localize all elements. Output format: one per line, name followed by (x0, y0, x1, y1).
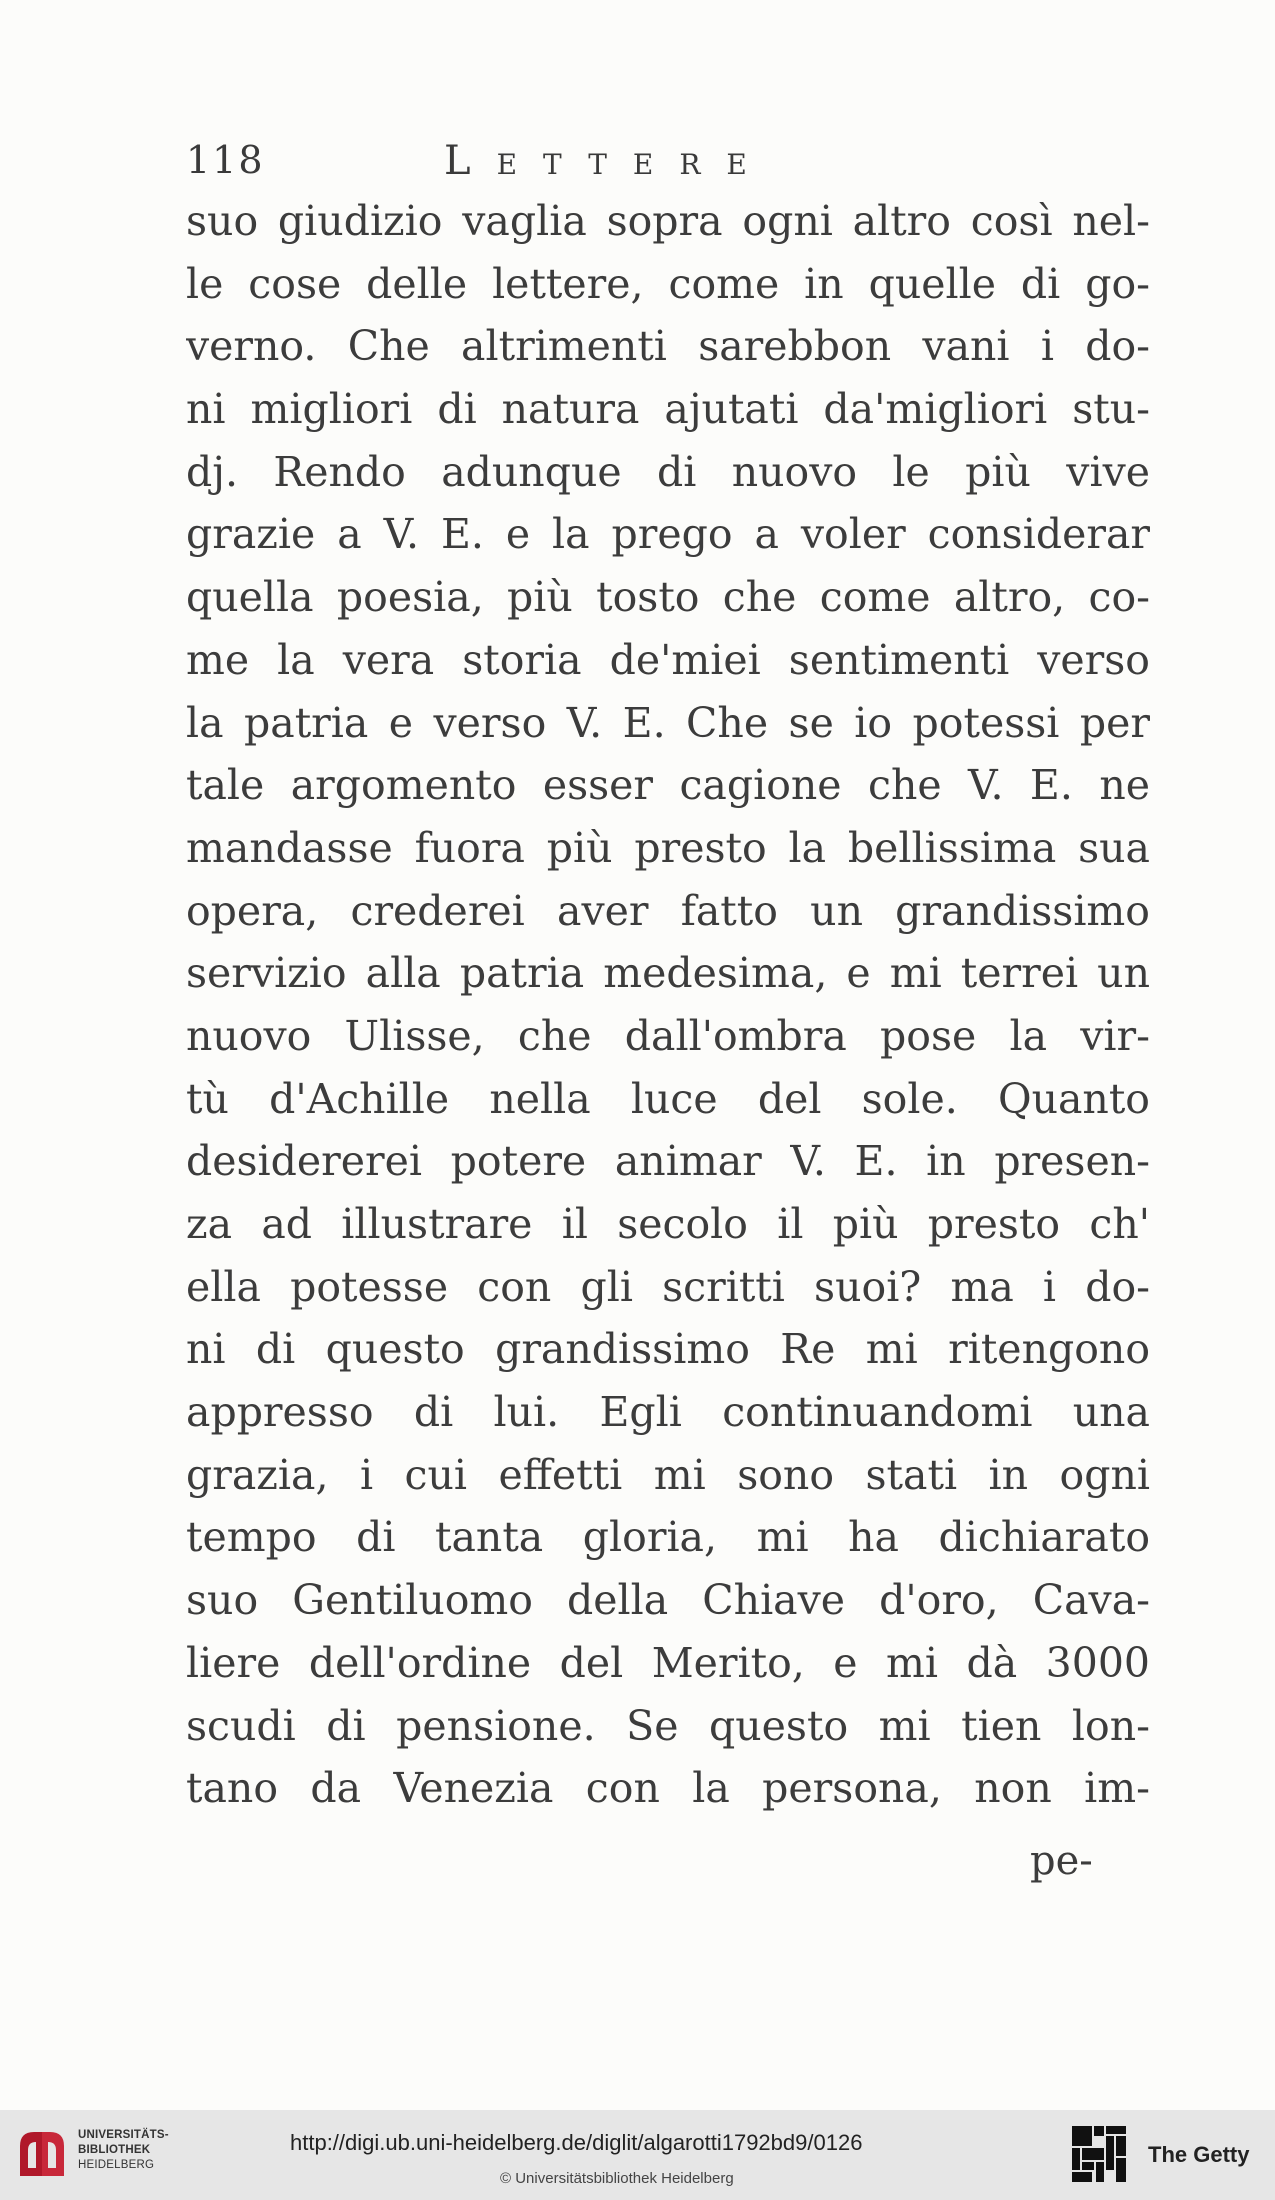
text-line: ella potesse con gli scritti suoi? ma i do- (186, 1262, 1150, 1311)
page-header (186, 138, 1136, 188)
getty-label[interactable]: The Getty (1148, 2142, 1250, 2167)
library-name (78, 2128, 169, 2173)
text-line: liere dell'ordine del Merito, e mi dà 3000 (186, 1638, 1150, 1687)
library-name-line: BIBLIOTHEK (78, 2144, 151, 2156)
running-title: Lettere (444, 138, 773, 184)
text-line: suo Gentiluomo della Chiave d'oro, Cava- (186, 1576, 1150, 1625)
text-line: quella poesia, più tosto che come altro, co- (186, 573, 1150, 622)
text-line: dj. Rendo adunque di nuovo le più vive (186, 447, 1150, 496)
text-line: tempo di tanta gloria, mi ha dichiarato (186, 1513, 1150, 1562)
text-line: la patria e verso V. E. Che se io potessi per (186, 698, 1150, 747)
text-line: ni migliori di natura ajutati da'migliori stu- (186, 385, 1150, 434)
body-text (186, 190, 1150, 1820)
viewer-footer (0, 2110, 1275, 2200)
text-line: le cose delle lettere, come in quelle di go- (186, 259, 1150, 308)
library-name-line: HEIDELBERG (78, 2159, 155, 2171)
text-line: tale argomento esser cagione che V. E. ne (186, 761, 1150, 810)
text-line: suo giudizio vaglia sopra ogni altro così nel- (186, 197, 1150, 245)
text-line: grazia, i cui effetti mi sono stati in ogni (186, 1450, 1150, 1499)
text-line: verno. Che altrimenti sarebbon vani i do- (186, 322, 1150, 371)
copyright-notice: © Universitätsbibliothek Heidelberg (500, 2170, 734, 2187)
text-line: me la vera storia de'miei sentimenti verso (186, 635, 1150, 684)
page-number: 118 (186, 138, 265, 182)
text-line: ni di questo grandissimo Re mi ritengono (186, 1325, 1150, 1374)
text-line: desidererei potere animar V. E. in presen- (186, 1137, 1150, 1186)
text-line: opera, crederei aver fatto un grandissimo (186, 886, 1150, 935)
text-line: nuovo Ulisse, che dall'ombra pose la vir- (186, 1011, 1150, 1060)
catchword: pe- (1030, 1838, 1093, 1884)
university-library-logo-icon[interactable] (12, 2124, 72, 2184)
text-line: scudi di pensione. Se questo mi tien lon- (186, 1701, 1150, 1750)
getty-logo-icon[interactable] (1070, 2122, 1128, 2186)
text-line: servizio alla patria medesima, e mi terrei un (186, 949, 1150, 998)
library-name-line: UNIVERSITÄTS- (78, 2129, 169, 2141)
text-line: mandasse fuora più presto la bellissima sua (186, 823, 1150, 872)
document-url-link[interactable]: http://digi.ub.uni-heidelberg.de/diglit/algarotti1792bd9/0126 (290, 2130, 863, 2155)
text-line: tano da Venezia con la persona, non im- (186, 1764, 1150, 1813)
text-line: tù d'Achille nella luce del sole. Quanto (186, 1074, 1150, 1123)
text-line: za ad illustrare il secolo il più presto ch' (186, 1200, 1150, 1248)
text-line: appresso di lui. Egli continuandomi una (186, 1388, 1150, 1437)
text-line: grazie a V. E. e la prego a voler considerar (186, 510, 1150, 559)
